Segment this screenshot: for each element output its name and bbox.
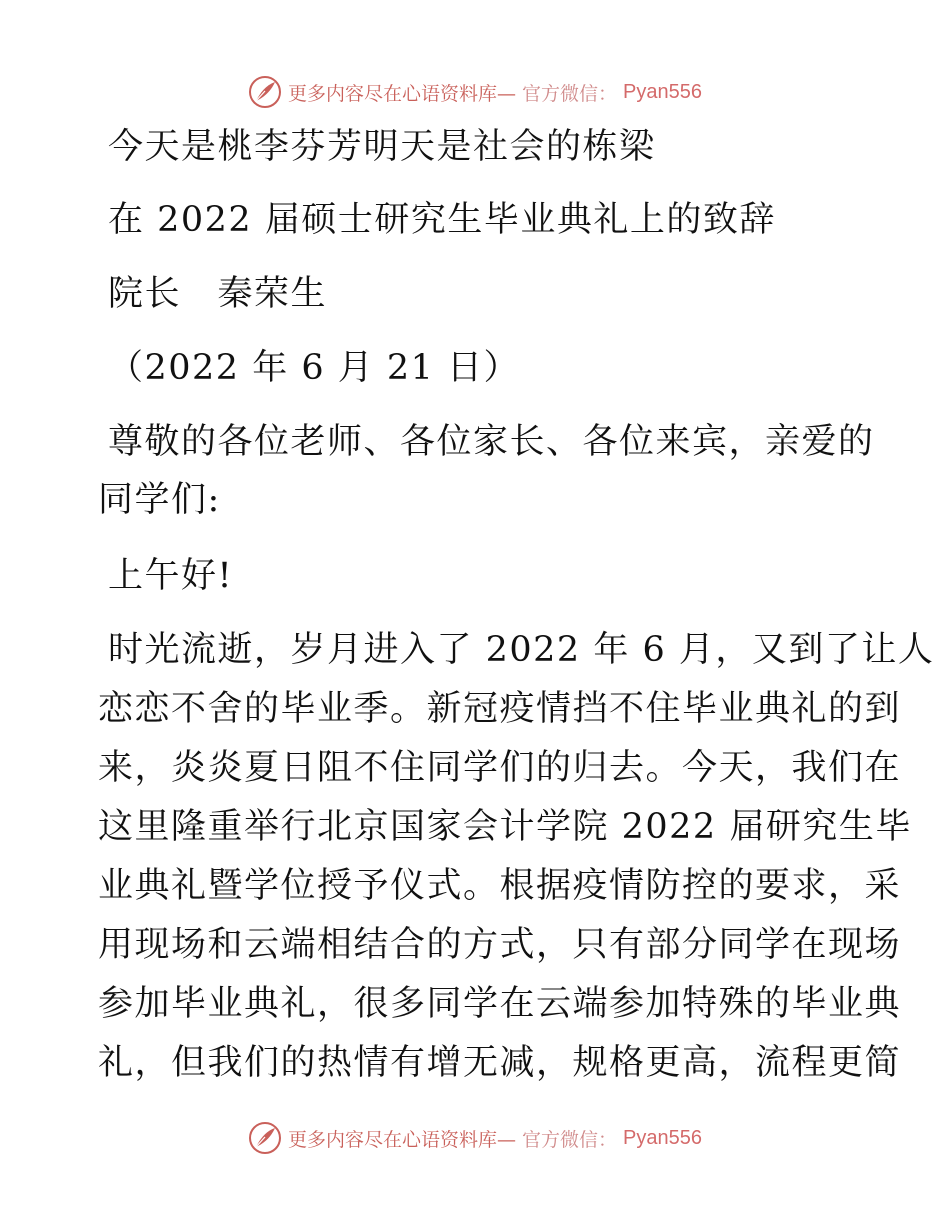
document-title: 今天是桃李芬芳明天是社会的栋梁 [108, 127, 656, 167]
watermark-text: 更多内容尽在心语资料库— [288, 1128, 517, 1151]
feather-pen-logo-icon [248, 1121, 282, 1155]
body-line: 礼，但我们的热情有增无减，规格更高，流程更简 [98, 1043, 902, 1083]
document-date: （2022 年 6 月 21 日） [108, 348, 521, 388]
greeting: 上午好! [108, 556, 234, 596]
body-line: 这里隆重举行北京国家会计学院 2022 届研究生毕 [98, 807, 912, 847]
document-subtitle: 在 2022 届硕士研究生毕业典礼上的致辞 [108, 200, 776, 240]
watermark-wechat-label: 官方微信： [522, 1128, 618, 1151]
watermark-text: 更多内容尽在心语资料库— [288, 82, 517, 105]
body-line: 恋恋不舍的毕业季。新冠疫情挡不住毕业典礼的到 [98, 689, 902, 729]
body-line: 业典礼暨学位授予仪式。根据疫情防控的要求，采 [98, 866, 902, 906]
footer-watermark [0, 1118, 950, 1158]
body-line: 来，炎炎夏日阻不住同学们的归去。今天，我们在 [98, 748, 902, 788]
body-line: 参加毕业典礼，很多同学在云端参加特殊的毕业典 [98, 984, 902, 1024]
salutation-line-2: 同学们: [98, 480, 221, 520]
document-author: 院长 秦荣生 [108, 274, 328, 314]
watermark-wechat-label: 官方微信： [522, 82, 618, 105]
feather-pen-logo-icon [248, 75, 282, 109]
salutation-line-1: 尊敬的各位老师、各位家长、各位来宾，亲爱的 [108, 422, 875, 462]
watermark-wechat-id: Pyan556 [623, 1126, 702, 1149]
watermark-wechat-id: Pyan556 [623, 80, 702, 103]
header-watermark [0, 72, 950, 112]
body-line: 时光流逝，岁月进入了 2022 年 6 月，又到了让人 [108, 630, 935, 670]
body-line: 用现场和云端相结合的方式，只有部分同学在现场 [98, 925, 902, 965]
